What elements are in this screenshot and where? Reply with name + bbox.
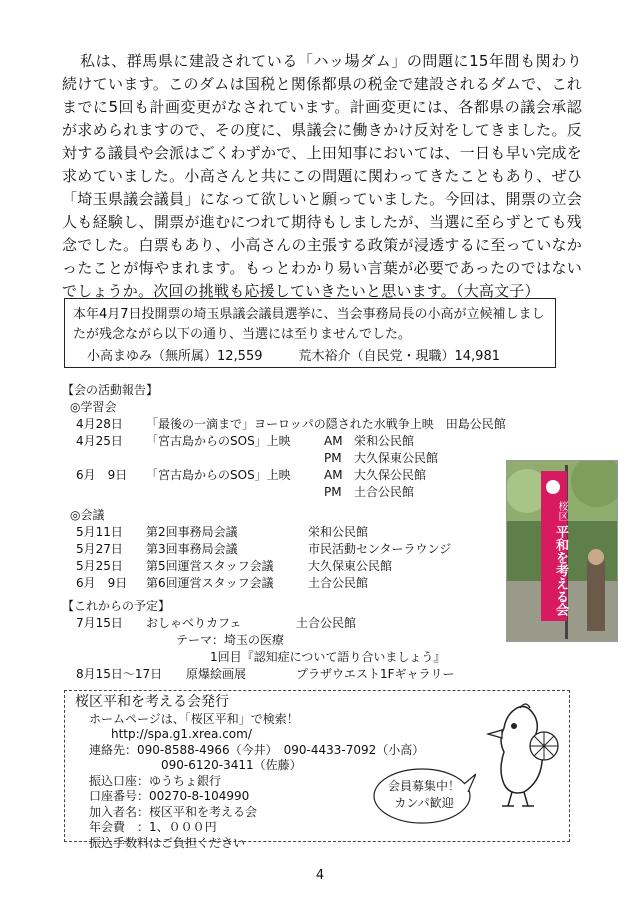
study-desc: 「宮古島からのSOS」上映 xyxy=(146,468,291,482)
plan-desc: おしゃべりカフェ xyxy=(146,616,242,630)
study-date: 4月25日 xyxy=(76,434,123,448)
meeting-desc: 第5回運営スタッフ会議 xyxy=(146,559,274,573)
result-araki: 荒木裕介（自民党・現職）14,981 xyxy=(298,349,500,364)
plan-theme: テーマ：埼玉の医療 xyxy=(176,633,285,647)
plan-row xyxy=(62,615,532,632)
study-date: 6月 9日 xyxy=(76,468,128,482)
plan-place: 土合公民館 xyxy=(296,616,357,630)
bubble-line-2: カンパ歓迎 xyxy=(394,796,454,810)
meeting-desc: 第2回事務局会議 xyxy=(146,525,238,539)
study-place: 土合公民館 xyxy=(354,485,415,499)
footer-title: 桜区平和を考える会発行 xyxy=(75,694,229,710)
study-date xyxy=(62,450,146,467)
meeting-desc: 第3回事務局会議 xyxy=(146,542,238,556)
election-results xyxy=(73,347,547,367)
study-row xyxy=(62,416,532,433)
banner-main-text: 平和を考える会 xyxy=(553,525,568,616)
study-time: PM xyxy=(324,451,342,465)
result-odaka: 小高まゆみ（無所属）12,559 xyxy=(87,349,263,364)
meeting-date: 6月 9日 xyxy=(76,576,128,590)
meeting-place: 土合公民館 xyxy=(308,576,369,590)
page-number: 4 xyxy=(315,868,325,883)
account-number: 口座番号：00270-8-104990 xyxy=(89,789,250,803)
activity-title: 【会の活動報告】 xyxy=(62,383,159,397)
study-place: 大久保公民館 xyxy=(354,468,427,482)
account-holder: 加入者名：桜区平和を考える会 xyxy=(89,804,258,819)
bubble-text xyxy=(372,778,476,812)
plan-date: 8月15日～17日 xyxy=(76,667,163,681)
activity-report xyxy=(62,382,532,683)
study-place: 栄和公民館 xyxy=(354,434,415,448)
homepage-text: ホームページは、「桜区平和」で検索！ xyxy=(89,711,299,726)
meeting-row xyxy=(62,575,532,592)
speech-bubble xyxy=(372,766,476,826)
banner-photo xyxy=(506,460,618,642)
meeting-place: 大久保東公民館 xyxy=(308,559,393,573)
intro-paragraph: 私は、群馬県に建設されている「ハッ場ダム」の問題に15年間も関わり続けています。このダムは国税と関係都県の税金で建設されるダムで、これまでに5回も計画変更がなされています。計画変更には、各都県の議会承認が求められますので、その度に、県議会に働きかけ反対をしてきました。反対する議員や会派はごくわずかで、上田知事においては、一日も早い完成を求めていました。小高さんと共にこの問題に関わってきたこともあり、ぜひ「埼玉県議会議員」になって欲しいと願っていました。今回は、開票の立会人も経験し、開票が進むにつれて期待もしましたが、当選に至らずとても残念でした。白票もあり、小高さんの主張する政策が浸透するに至っていなかったことが悔やまれます。もっとわかり易い言葉が必要であったのではないでしょうか。次回の挑戦も応援していきたいと思います。（大高文子） xyxy=(62,52,582,300)
meeting-date: 5月11日 xyxy=(76,525,123,539)
meeting-desc: 第6回運営スタッフ会議 xyxy=(146,576,274,590)
bird-mascot-icon xyxy=(484,700,566,812)
contact-line: 連絡先：090-8588-4966（今井） 090-4433-7092（小高） xyxy=(89,742,425,757)
meeting-date: 5月27日 xyxy=(76,542,123,556)
bubble-line-1: 会員募集中！ xyxy=(387,779,460,793)
bank-line: 振込口座：ゆうちょ銀行 xyxy=(89,773,222,788)
transfer-fee-note: 振込手数料はご負担ください xyxy=(89,835,246,850)
meeting-heading: ◎会議 xyxy=(70,508,105,522)
plan-place: プラザウエスト1Fギャラリー xyxy=(296,667,455,681)
meeting-date: 5月25日 xyxy=(76,559,123,573)
study-time: AM xyxy=(324,468,343,482)
study-desc: 「宮古島からのSOS」上映 xyxy=(146,434,291,448)
meeting-row xyxy=(62,541,532,558)
study-time: AM xyxy=(324,434,343,448)
study-row xyxy=(62,450,532,467)
study-desc xyxy=(146,484,324,501)
homepage-url[interactable]: http://spa.g1.xrea.com/ xyxy=(111,727,252,741)
plan-theme-sub: 1回目『認知症について語り合いましょう』 xyxy=(210,650,446,664)
election-text: 本年4月7日投開票の埼玉県議会議員選挙に、当会事務局長の小高が立候補しましたが残念ながら以下の通り、当選には至りませんでした。 xyxy=(73,307,545,342)
plan-row xyxy=(62,666,532,683)
study-desc xyxy=(146,450,324,467)
study-row xyxy=(62,467,532,484)
contact-line-2: 090-6120-3411（佐藤） xyxy=(161,758,302,772)
study-row xyxy=(62,433,532,450)
study-date: 4月28日 xyxy=(76,417,123,431)
banner-small-text: 桜区 xyxy=(556,501,567,521)
meeting-row xyxy=(62,558,532,575)
intro-section xyxy=(62,50,582,303)
election-result-box xyxy=(64,298,556,368)
annual-fee: 年会費 ：1、０００円 xyxy=(89,820,217,834)
plan-desc: 原爆絵画展 xyxy=(186,667,247,681)
study-heading: ◎学習会 xyxy=(70,400,117,414)
study-row xyxy=(62,484,532,501)
study-place: 大久保東公民館 xyxy=(354,451,439,465)
study-desc: 「最後の一滴まで」ヨーロッパの隠された水戦争上映 田島公民館 xyxy=(146,417,506,431)
meeting-place: 市民活動センターラウンジ xyxy=(308,542,452,556)
plans-title: 【これからの予定】 xyxy=(62,599,171,613)
study-time: PM xyxy=(324,485,342,499)
study-date xyxy=(62,484,146,501)
plan-date: 7月15日 xyxy=(76,616,123,630)
meeting-place: 栄和公民館 xyxy=(308,525,369,539)
meeting-row xyxy=(62,524,532,541)
